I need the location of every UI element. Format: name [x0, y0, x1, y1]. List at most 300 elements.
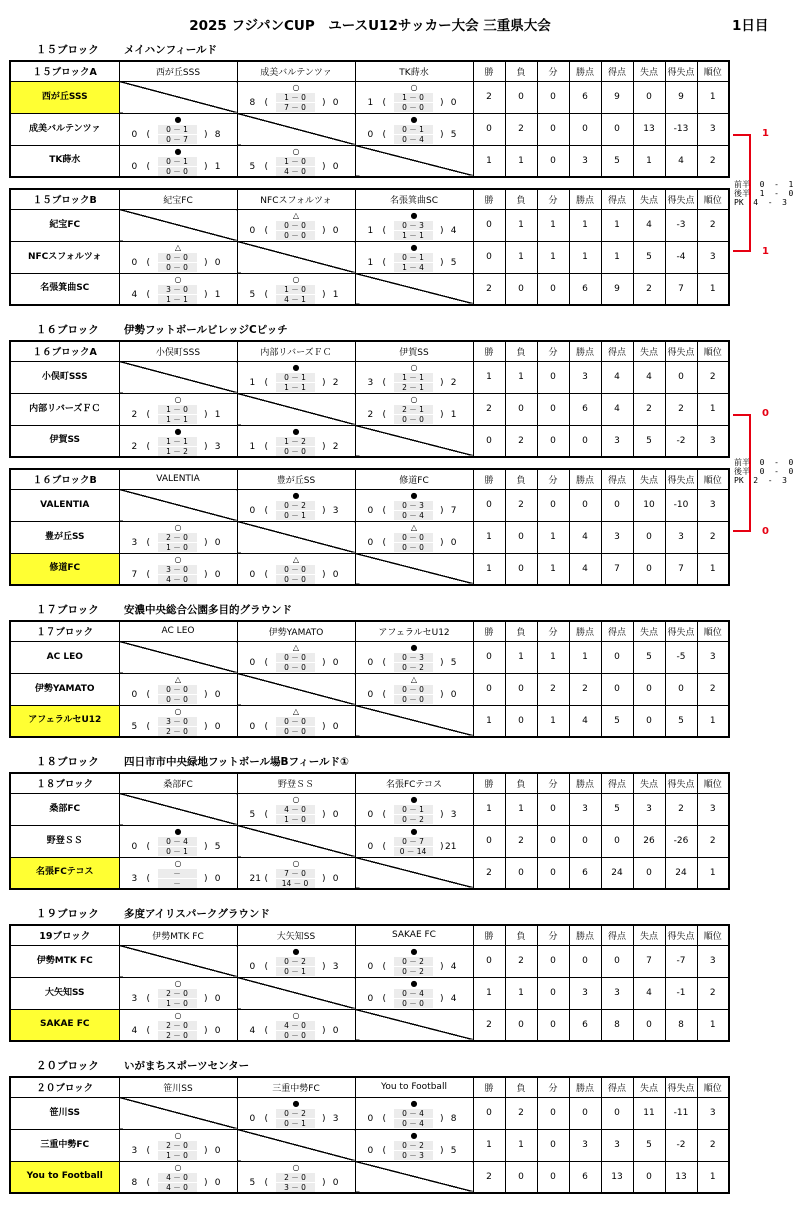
- stat-value: 0: [633, 857, 665, 889]
- stat-value: 3: [697, 793, 729, 825]
- second-half-score: 0 － 0: [276, 1031, 315, 1040]
- playoff-pk-detail: 前半 0 - 1 後半 1 - 0 PK 4 - 3: [734, 180, 794, 207]
- second-half-score: 4 － 0: [158, 575, 197, 584]
- paren-close: ): [439, 225, 444, 236]
- second-half-score: 1 － 1: [158, 295, 197, 304]
- paren-open: (: [146, 441, 151, 452]
- result-mark: ○: [292, 858, 300, 868]
- stat-value: 0: [537, 489, 569, 521]
- stat-header: 勝: [473, 341, 505, 361]
- goals-for: 0: [131, 841, 138, 852]
- paren-open: (: [146, 873, 151, 884]
- result-mark: ○: [410, 82, 418, 92]
- stat-value: 3: [569, 977, 601, 1009]
- stat-value: 0: [601, 673, 633, 705]
- first-half-score: 0 － 1: [158, 125, 197, 134]
- paren-close: ): [439, 377, 444, 388]
- goals-against: 3: [450, 809, 457, 820]
- paren-close: ): [203, 689, 208, 700]
- stat-value: 0: [537, 977, 569, 1009]
- self-match-cell: [237, 673, 355, 705]
- stat-header: 得失点: [665, 773, 697, 793]
- self-match-cell: [237, 521, 355, 553]
- team-row: [10, 393, 729, 425]
- score-group: [238, 93, 355, 113]
- stat-value: 3: [569, 1129, 601, 1161]
- match-result: [355, 393, 473, 425]
- stat-value: 0: [633, 521, 665, 553]
- stat-header: 負: [505, 773, 537, 793]
- header-row: [10, 925, 729, 945]
- goals-against: 21: [445, 841, 457, 852]
- stat-header: 失点: [633, 61, 665, 81]
- second-half-score: 0 － 0: [276, 575, 315, 584]
- stat-header: 分: [537, 925, 569, 945]
- score-group: [238, 157, 355, 177]
- first-half-score: 2 － 0: [276, 1173, 315, 1182]
- result-mark: ●: [410, 642, 418, 652]
- self-match-cell: [355, 857, 473, 889]
- block-name: １６ブロック: [36, 324, 99, 336]
- match-result: [355, 641, 473, 673]
- opponent-header: 大矢知SS: [237, 925, 355, 945]
- match-result: [119, 1009, 237, 1041]
- match-result: [355, 241, 473, 273]
- goals-against: 0: [214, 537, 221, 548]
- stat-value: 0: [569, 825, 601, 857]
- self-match-cell: [355, 553, 473, 585]
- match-result: [119, 553, 237, 585]
- stat-value: 1: [697, 705, 729, 737]
- result-mark: ○: [292, 274, 300, 284]
- self-match-cell: [355, 273, 473, 305]
- venue-name: メイハンフィールド: [124, 44, 218, 56]
- opponent-header: 伊賀SS: [355, 341, 473, 361]
- stat-value: 2: [633, 393, 665, 425]
- score-group: [238, 221, 355, 241]
- stat-value: 3: [601, 521, 633, 553]
- goals-for: 2: [367, 409, 374, 420]
- paren-close: ): [439, 1145, 444, 1156]
- team-row: [10, 1097, 729, 1129]
- stat-value: 0: [569, 425, 601, 457]
- score-group: [356, 373, 473, 393]
- first-half-score: 0 － 0: [394, 533, 433, 542]
- match-result: [119, 241, 237, 273]
- stat-header: 勝: [473, 1077, 505, 1097]
- first-half-score: 0 － 0: [276, 565, 315, 574]
- result-mark: △: [292, 554, 300, 564]
- second-half-score: 1 － 0: [158, 1151, 197, 1160]
- score-group: [356, 653, 473, 673]
- match-result: [237, 945, 355, 977]
- first-half-score: 2 － 0: [158, 533, 197, 542]
- goals-for: 0: [131, 129, 138, 140]
- match-result: [119, 1129, 237, 1161]
- stat-value: 1: [473, 1129, 505, 1161]
- goals-for: 0: [367, 657, 374, 668]
- first-half-score: 0 － 0: [394, 685, 433, 694]
- paren-close: ): [203, 993, 208, 1004]
- second-half-score: 1 － 2: [158, 447, 197, 456]
- stat-value: 9: [601, 81, 633, 113]
- stat-header: 失点: [633, 925, 665, 945]
- stat-value: 2: [473, 393, 505, 425]
- self-match-cell: [355, 705, 473, 737]
- opponent-header: 野登ＳＳ: [237, 773, 355, 793]
- stat-value: 0: [505, 81, 537, 113]
- first-half-score: 1 － 0: [276, 157, 315, 166]
- goals-for: 3: [131, 873, 138, 884]
- first-half-score: 0 － 0: [276, 717, 315, 726]
- paren-open: (: [382, 1113, 387, 1124]
- paren-open: (: [264, 569, 269, 580]
- match-result: [119, 273, 237, 305]
- stat-value: 0: [505, 521, 537, 553]
- opponent-header: TK蒔水: [355, 61, 473, 81]
- venue-name: 四日市市中央緑地フットボール場Bフィールド①: [124, 756, 349, 768]
- match-result: [355, 673, 473, 705]
- paren-close: ): [203, 1025, 208, 1036]
- stat-header: 負: [505, 925, 537, 945]
- day-label: 1日目: [732, 18, 769, 34]
- score-group: [356, 253, 473, 273]
- team-row: [10, 977, 729, 1009]
- stat-value: 0: [473, 825, 505, 857]
- stat-header: 勝点: [569, 341, 601, 361]
- first-half-score: 0 － 1: [158, 157, 197, 166]
- stat-value: 4: [601, 393, 633, 425]
- stat-header: 得点: [601, 469, 633, 489]
- stat-header: 勝点: [569, 61, 601, 81]
- goals-for: 1: [367, 257, 374, 268]
- result-mark: ○: [174, 274, 182, 284]
- goals-for: 1: [367, 97, 374, 108]
- stat-value: 0: [473, 673, 505, 705]
- result-mark: ●: [410, 210, 418, 220]
- block-name: １８ブロック: [36, 756, 99, 768]
- stat-header: 勝: [473, 61, 505, 81]
- score-group: [238, 957, 355, 977]
- goals-for: 0: [249, 225, 256, 236]
- goals-against: 0: [214, 1177, 221, 1188]
- paren-open: (: [264, 721, 269, 732]
- team-name: 桑部FC: [10, 793, 119, 825]
- goals-for: 2: [131, 409, 138, 420]
- second-half-score: 0 － 14: [394, 847, 433, 856]
- stat-value: 3: [601, 425, 633, 457]
- stat-value: 0: [505, 857, 537, 889]
- stat-value: 24: [601, 857, 633, 889]
- goals-against: 1: [214, 289, 221, 300]
- second-half-score: 0 － 4: [394, 511, 433, 520]
- paren-close: ): [203, 873, 208, 884]
- stat-value: 0: [537, 945, 569, 977]
- stat-header: 勝点: [569, 773, 601, 793]
- paren-close: ): [203, 441, 208, 452]
- score-group: [356, 957, 473, 977]
- paren-open: (: [264, 1177, 269, 1188]
- goals-against: 0: [332, 1177, 339, 1188]
- first-half-score: 0 － 1: [394, 253, 433, 262]
- stat-value: 6: [569, 393, 601, 425]
- team-name: 名張FCテコス: [10, 857, 119, 889]
- match-result: [119, 393, 237, 425]
- goals-against: 0: [214, 721, 221, 732]
- goals-against: 0: [332, 657, 339, 668]
- match-result: [237, 793, 355, 825]
- stat-value: 0: [537, 1161, 569, 1193]
- self-match-cell: [237, 241, 355, 273]
- paren-open: (: [264, 377, 269, 388]
- stat-value: 0: [473, 489, 505, 521]
- goals-for: 0: [367, 841, 374, 852]
- result-mark: ○: [174, 554, 182, 564]
- score-group: [238, 869, 355, 889]
- score-group: [356, 501, 473, 521]
- section-heading: [36, 1058, 249, 1073]
- stat-value: 0: [537, 393, 569, 425]
- stat-value: -2: [665, 425, 697, 457]
- stat-value: 5: [601, 145, 633, 177]
- paren-open: (: [264, 809, 269, 820]
- stat-value: 10: [633, 489, 665, 521]
- stat-value: 2: [633, 273, 665, 305]
- stat-value: 0: [473, 945, 505, 977]
- paren-open: (: [146, 161, 151, 172]
- goals-against: 8: [450, 1113, 457, 1124]
- stat-value: 2: [505, 113, 537, 145]
- stat-header: 得点: [601, 1077, 633, 1097]
- stat-value: 0: [633, 705, 665, 737]
- stat-value: 0: [537, 81, 569, 113]
- paren-close: ): [321, 873, 326, 884]
- second-half-score: 0 － 1: [276, 511, 315, 520]
- stat-value: 4: [569, 553, 601, 585]
- stat-value: 13: [665, 1161, 697, 1193]
- result-mark: △: [174, 242, 182, 252]
- score-group: [356, 221, 473, 241]
- self-match-cell: [237, 393, 355, 425]
- goals-against: 0: [332, 873, 339, 884]
- stat-header: 失点: [633, 189, 665, 209]
- paren-open: (: [382, 257, 387, 268]
- result-mark: ●: [292, 362, 300, 372]
- goals-against: 4: [450, 993, 457, 1004]
- match-result: [355, 521, 473, 553]
- first-half-score: 4 － 0: [158, 1173, 197, 1182]
- stat-value: 2: [473, 857, 505, 889]
- stat-header: 負: [505, 621, 537, 641]
- paren-close: ): [321, 161, 326, 172]
- stat-value: 7: [665, 273, 697, 305]
- goals-for: 0: [249, 961, 256, 972]
- result-mark: ○: [292, 1162, 300, 1172]
- score-group: [238, 805, 355, 825]
- second-half-score: 0 － 0: [394, 695, 433, 704]
- stat-value: 2: [697, 521, 729, 553]
- match-result: [355, 489, 473, 521]
- second-half-score: 4 － 0: [276, 167, 315, 176]
- match-result: [355, 793, 473, 825]
- team-row: [10, 241, 729, 273]
- team-name: SAKAE FC: [10, 1009, 119, 1041]
- second-half-score: 0 － 4: [394, 1119, 433, 1128]
- stat-value: -13: [665, 113, 697, 145]
- stat-value: 5: [601, 793, 633, 825]
- stat-value: 1: [697, 393, 729, 425]
- paren-open: (: [382, 657, 387, 668]
- stat-value: 3: [569, 793, 601, 825]
- stat-value: 1: [473, 977, 505, 1009]
- team-row: [10, 273, 729, 305]
- block-name: ２０ブロック: [36, 1060, 99, 1072]
- match-result: [119, 425, 237, 457]
- team-row: [10, 1129, 729, 1161]
- paren-close: ): [439, 97, 444, 108]
- match-result: [119, 673, 237, 705]
- team-name: AC LEO: [10, 641, 119, 673]
- stat-header: 得失点: [665, 341, 697, 361]
- team-name: 豊が丘SS: [10, 521, 119, 553]
- stat-header: 勝: [473, 469, 505, 489]
- opponent-header: NFCスフォルツォ: [237, 189, 355, 209]
- result-mark: ●: [410, 1098, 418, 1108]
- match-result: [119, 857, 237, 889]
- match-result: [237, 361, 355, 393]
- paren-open: (: [146, 993, 151, 1004]
- second-half-score: 2 － 0: [158, 727, 197, 736]
- stat-value: 1: [697, 1009, 729, 1041]
- self-match-cell: [119, 1097, 237, 1129]
- team-name: 伊勢YAMATO: [10, 673, 119, 705]
- match-result: [355, 361, 473, 393]
- stat-value: 2: [697, 673, 729, 705]
- stat-header: 順位: [697, 341, 729, 361]
- first-half-score: 1 － 0: [276, 285, 315, 294]
- match-result: [355, 977, 473, 1009]
- first-half-score: 0 － 4: [158, 837, 197, 846]
- score-group: [238, 1021, 355, 1041]
- stat-value: 11: [633, 1097, 665, 1129]
- goals-against: 4: [450, 225, 457, 236]
- team-name: 笹川SS: [10, 1097, 119, 1129]
- first-half-score: 1 － 0: [394, 93, 433, 102]
- paren-close: ): [203, 1145, 208, 1156]
- paren-close: ): [203, 129, 208, 140]
- team-row: [10, 1161, 729, 1193]
- paren-close: ): [203, 289, 208, 300]
- stat-value: 0: [633, 81, 665, 113]
- first-half-score: 0 － 7: [394, 837, 433, 846]
- stat-header: 負: [505, 341, 537, 361]
- paren-open: (: [382, 993, 387, 1004]
- result-mark: ○: [174, 706, 182, 716]
- score-group: [356, 1109, 473, 1129]
- group-label: １７ブロック: [10, 621, 119, 641]
- stat-header: 勝点: [569, 621, 601, 641]
- paren-open: (: [264, 225, 269, 236]
- second-half-score: 0 － 0: [394, 103, 433, 112]
- first-half-score: 1 － 1: [394, 373, 433, 382]
- first-half-score: 0 － 0: [276, 221, 315, 230]
- stat-value: 9: [601, 273, 633, 305]
- paren-open: (: [146, 537, 151, 548]
- group-table: [9, 620, 730, 738]
- opponent-header: 伊勢YAMATO: [237, 621, 355, 641]
- paren-open: (: [146, 257, 151, 268]
- first-half-score: 4 － 0: [276, 805, 315, 814]
- score-group: [238, 437, 355, 457]
- team-row: [10, 945, 729, 977]
- stat-header: 分: [537, 189, 569, 209]
- paren-open: (: [264, 97, 269, 108]
- goals-against: 0: [450, 97, 457, 108]
- self-match-cell: [355, 1161, 473, 1193]
- team-name: 伊賀SS: [10, 425, 119, 457]
- section-heading: [36, 322, 288, 337]
- paren-open: (: [382, 961, 387, 972]
- paren-close: ): [203, 257, 208, 268]
- team-name: アフェラルセU12: [10, 705, 119, 737]
- goals-against: 5: [214, 841, 221, 852]
- goals-for: 7: [131, 569, 138, 580]
- group-label: １５ブロックA: [10, 61, 119, 81]
- stat-value: 0: [569, 489, 601, 521]
- second-half-score: 0 － 0: [158, 263, 197, 272]
- stat-value: 1: [537, 209, 569, 241]
- team-name: VALENTIA: [10, 489, 119, 521]
- result-mark: ●: [292, 490, 300, 500]
- goals-for: 3: [131, 1145, 138, 1156]
- team-name: TK蒔水: [10, 145, 119, 177]
- stat-value: 0: [665, 673, 697, 705]
- result-mark: ○: [292, 1010, 300, 1020]
- stat-value: 0: [601, 113, 633, 145]
- goals-against: 0: [214, 993, 221, 1004]
- group-label: １８ブロック: [10, 773, 119, 793]
- stat-value: 2: [697, 977, 729, 1009]
- score-group: [238, 717, 355, 737]
- stat-value: 1: [537, 521, 569, 553]
- paren-close: ): [439, 505, 444, 516]
- second-half-score: 4 － 0: [158, 1183, 197, 1192]
- stat-value: 4: [633, 977, 665, 1009]
- paren-close: ): [439, 809, 444, 820]
- opponent-header: You to Football: [355, 1077, 473, 1097]
- second-half-score: 0 － 4: [394, 135, 433, 144]
- stat-header: 得点: [601, 189, 633, 209]
- result-mark: ○: [292, 794, 300, 804]
- second-half-score: 0 － 0: [276, 727, 315, 736]
- stat-header: 順位: [697, 189, 729, 209]
- result-mark: △: [410, 522, 418, 532]
- playoff-top-score: 1: [762, 128, 769, 139]
- goals-for: 3: [131, 537, 138, 548]
- score-group: [356, 405, 473, 425]
- result-mark: ●: [292, 1098, 300, 1108]
- first-half-score: 0 － 1: [394, 805, 433, 814]
- goals-against: 0: [332, 721, 339, 732]
- self-match-cell: [119, 81, 237, 113]
- score-group: [356, 685, 473, 705]
- stat-value: 1: [697, 273, 729, 305]
- stat-value: 0: [537, 425, 569, 457]
- paren-close: ): [203, 537, 208, 548]
- goals-for: 1: [367, 225, 374, 236]
- second-half-score: 0 － 2: [394, 967, 433, 976]
- first-half-score: 3 － 0: [158, 285, 197, 294]
